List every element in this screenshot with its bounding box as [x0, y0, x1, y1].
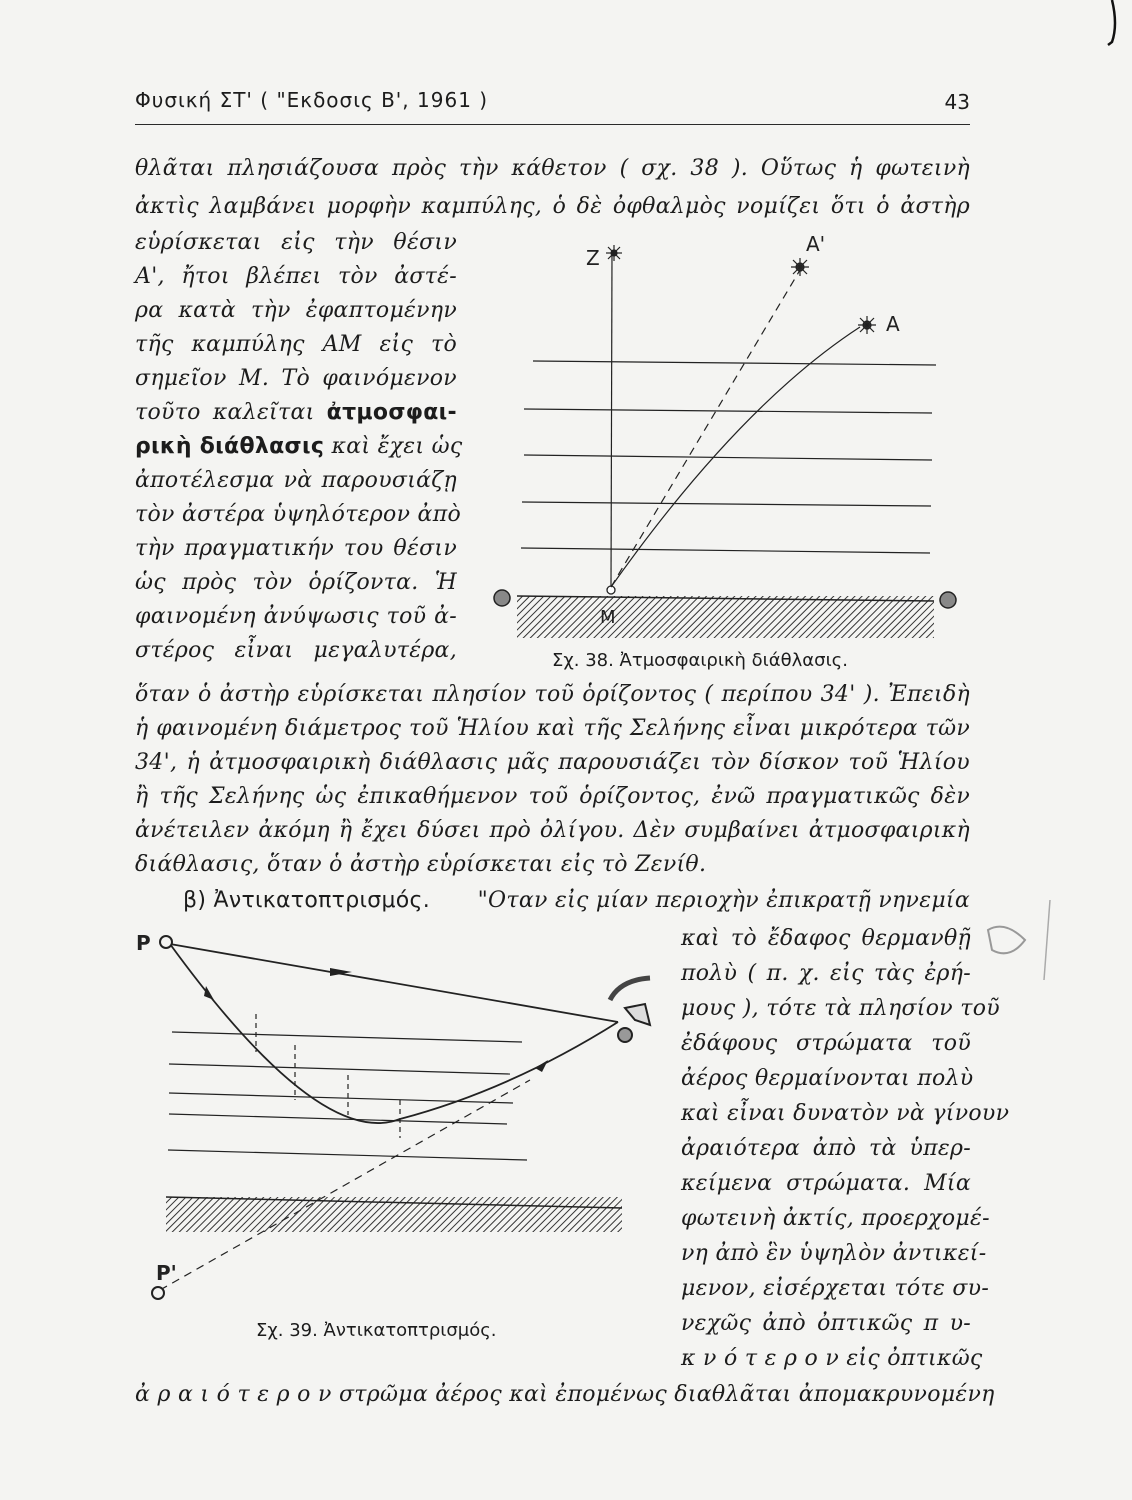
margin-pen-mark	[1100, 0, 1130, 50]
label-image: P'	[156, 1261, 177, 1285]
text-line: φωτεινὴ ἀκτίς, προερχομέ-	[681, 1206, 990, 1231]
label-apparent-star: A'	[806, 232, 826, 256]
text-fragment: "Οταν εἰς μίαν περιοχὴν ἐπικρατῇ νηνεμία	[477, 888, 970, 913]
text-line: ἀκτὶς λαμβάνει μορφὴν καμπύλης, ὁ δὲ ὀφθαλμὸς νομίζει ὅτι ὁ ἀστὴρ	[135, 194, 970, 219]
figure-38-caption: Σχ. 38. Ἀτμοσφαιρικὴ διάθλασις.	[552, 650, 848, 671]
label-zenith: Z	[586, 246, 600, 270]
text-line	[135, 432, 463, 462]
label-object: P	[136, 931, 151, 955]
text-line: ρα κατὰ τὴν ἐφαπτομένην	[135, 298, 457, 323]
text-fragment: τοῦτο καλεῖται	[135, 400, 327, 425]
text-line: ἢ τῆς Σελήνης ὡς ἐπικαθήμενον τοῦ ὁρίζοντος, ἐνῶ πραγματικῶς δὲν	[135, 784, 970, 809]
text-line: σημεῖον Μ. Τὸ φαινόμενον	[135, 366, 457, 391]
text-line: καὶ εἶναι δυνατὸν νὰ γίνουν	[681, 1101, 1010, 1126]
text-line: πολὺ ( π. χ. εἰς τὰς ἐρή-	[681, 961, 971, 986]
text-line: ἀνέτειλεν ἀκόμη ἢ ἔχει δύσει πρὸ ὀλίγου. Δὲν συμβαίνει ἀτμοσφαιρικὴ	[135, 818, 970, 843]
figure-38-atmospheric-refraction	[490, 225, 970, 675]
text-line: ἀποτέλεσμα νὰ παρουσιάζῃ	[135, 468, 457, 493]
text-line: νη ἀπὸ ἓν ὑψηλὸν ἀντικεί-	[681, 1241, 987, 1266]
text-line: κείμενα στρώματα. Μία	[681, 1171, 971, 1196]
text-line: νεχῶς ἀπὸ ὀπτικῶς π υ-	[681, 1311, 971, 1336]
text-line: ἀέρος θερμαίνονται πολὺ	[681, 1066, 974, 1091]
text-line: ὅταν ὁ ἀστὴρ εὑρίσκεται πλησίον τοῦ ὁρίζοντος ( περίπου 34' ). Ἐπειδὴ	[135, 682, 970, 707]
text-line: καὶ τὸ ἔδαφος θερμανθῇ	[681, 926, 971, 951]
star-icon	[606, 245, 622, 261]
figure-39-mirage	[130, 920, 660, 1320]
text-line: ἀραιότερα ἀπὸ τὰ ὑπερ-	[681, 1136, 971, 1161]
text-line: μους ), τότε τὰ πλησίον τοῦ	[681, 996, 1000, 1021]
text-line: ἡ φαινομένη διάμετρος τοῦ Ἡλίου καὶ τῆς Σελήνης εἶναι μικρότερα τῶν	[135, 716, 970, 741]
text-line: ἐδάφους στρώματα τοῦ	[681, 1031, 971, 1056]
text-line: φαινομένη ἀνύψωσις τοῦ ἀ-	[135, 604, 457, 629]
text-fragment: καὶ ἔχει ὡς	[324, 434, 463, 459]
text-line: μενον, εἰσέρχεται τότε συ-	[681, 1276, 990, 1301]
text-line: ἀ ρ α ι ό τ ε ρ ο ν στρῶμα ἀέρος καὶ ἐπομένως διαθλᾶται ἀπομακρυνομένη	[135, 1382, 995, 1407]
text-line: κ ν ό τ ε ρ ο ν εἰς ὀπτικῶς	[681, 1346, 983, 1371]
section-heading-line	[183, 886, 970, 916]
text-line: τῆς καμπύλης ΑΜ εἰς τὸ	[135, 332, 457, 357]
text-line: διάθλασις, ὅταν ὁ ἀστὴρ εὑρίσκεται εἰς τὸ Ζενίθ.	[135, 852, 707, 877]
running-title: Φυσική ΣΤ' ( "Εκδοσις Β', 1961 )	[135, 88, 489, 112]
text-line: τὴν πραγματικήν του θέσιν	[135, 536, 457, 561]
running-header	[135, 88, 970, 118]
text-line: θλᾶται πλησιάζουσα πρὸς τὴν κάθετον ( σχ. 38 ). Οὕτως ἡ φωτεινὴ	[135, 156, 970, 181]
text-line: ὡς πρὸς τὸν ὁρίζοντα. Ἡ	[135, 570, 457, 595]
header-rule	[135, 124, 970, 125]
observer-eye-icon	[610, 978, 650, 1042]
label-real-star: A	[886, 312, 900, 336]
text-line: εὑρίσκεται εἰς τὴν θέσιν	[135, 230, 457, 255]
bold-term: ρικὴ διάθλασις	[135, 434, 325, 459]
text-line: 34', ἡ ἀτμοσφαιρικὴ διάθλασις μᾶς παρουσιάζει τὸν δίσκον τοῦ Ἡλίου	[135, 750, 970, 775]
text-line: στέρος εἶναι μεγαλυτέρα,	[135, 638, 457, 663]
figure-39-caption: Σχ. 39. Ἀντικατοπτρισμός.	[256, 1320, 497, 1341]
margin-sketch-mark	[980, 880, 1060, 980]
text-line	[135, 398, 457, 428]
bold-term: ἀτμοσφαι-	[326, 400, 457, 425]
label-observer: M	[600, 607, 616, 628]
section-heading: β) Ἀντικατοπτρισμός.	[183, 888, 431, 913]
page-number: 43	[944, 90, 970, 114]
text-line: Α', ἤτοι βλέπει τὸν ἀστέ-	[135, 264, 457, 289]
text-line: τὸν ἀστέρα ὑψηλότερον ἀπὸ	[135, 502, 461, 527]
